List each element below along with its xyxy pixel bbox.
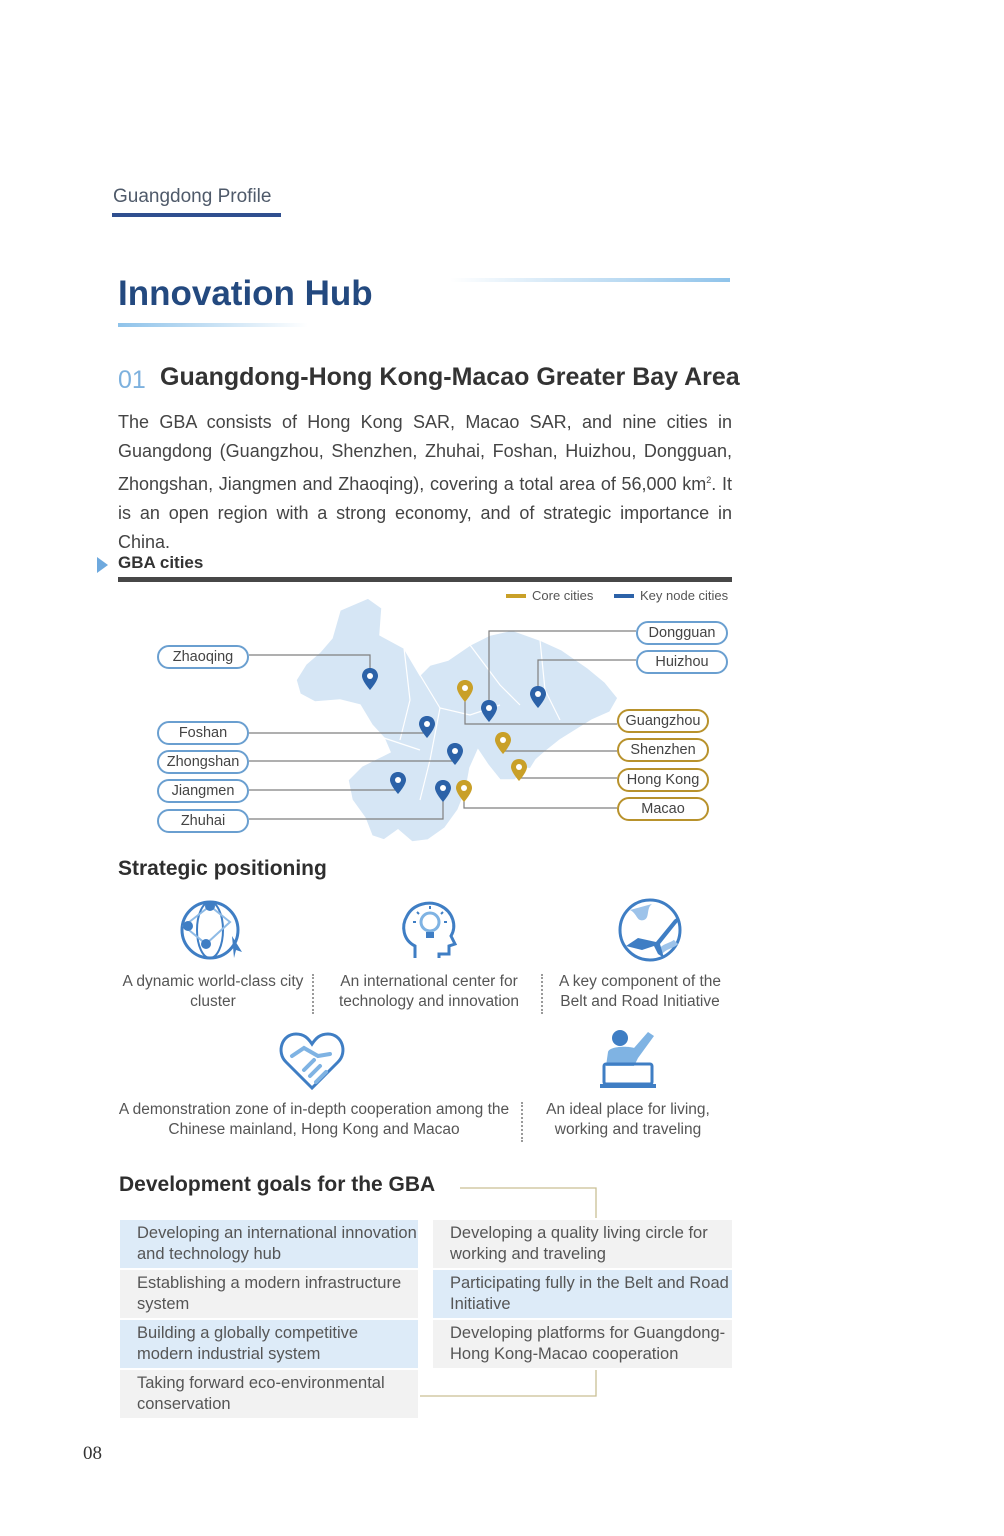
- goal-left-3: Building a globally competitive modern industrial system: [120, 1320, 418, 1368]
- intro-text: The GBA consists of Hong Kong SAR, Macao SAR, and nine cities in Guangdong (Guangzhou, Shenzhen, Zhuhai, Foshan, Huizhou, Dongguan, Zhongshan, Jiangmen and Zhaoqing), covering a total area of 56,000 km: [118, 412, 732, 494]
- map-rule: [118, 577, 732, 582]
- page-title: Innovation Hub: [118, 274, 373, 313]
- head-lightbulb-icon: [395, 896, 463, 964]
- goal-right-3: Developing platforms for Guangdong-Hong Kong-Macao cooperation: [433, 1320, 732, 1368]
- title-accent-line: [118, 323, 308, 327]
- divider: [521, 1102, 523, 1142]
- goal-left-2: Establishing a modern infrastructure system: [120, 1270, 418, 1318]
- map-label: GBA cities: [118, 553, 204, 572]
- divider: [541, 974, 543, 1014]
- subsection-title: Guangdong-Hong Kong-Macao Greater Bay Area: [160, 363, 740, 391]
- city-hong-kong: Hong Kong: [617, 768, 709, 792]
- page-number: 08: [83, 1443, 102, 1464]
- positioning-text-2: An international center for technology and innovation: [338, 973, 520, 1010]
- goal-left-4: Taking forward eco-environmental conservation: [120, 1370, 418, 1418]
- goal-right-2: Participating fully in the Belt and Road Initiative: [433, 1270, 732, 1318]
- city-shenzhen: Shenzhen: [617, 738, 709, 762]
- city-jiangmen: Jiangmen: [157, 779, 249, 803]
- city-foshan: Foshan: [157, 721, 249, 745]
- section-label: Guangdong Profile: [113, 186, 272, 207]
- city-zhuhai: Zhuhai: [157, 809, 249, 833]
- positioning-text-4: A demonstration zone of in-depth cooperation among the Chinese mainland, Hong Kong and Macao: [118, 1101, 510, 1138]
- strategic-heading: Strategic positioning: [118, 857, 327, 880]
- gba-landmass: [296, 598, 618, 842]
- goal-left-1: Developing an international innovation and technology hub: [120, 1220, 418, 1268]
- legend-key-label: Key node cities: [640, 588, 729, 603]
- legend-core-label: Core cities: [532, 588, 594, 603]
- goals-heading: Development goals for the GBA: [119, 1173, 436, 1196]
- section-underline: [112, 213, 281, 217]
- city-huizhou: Huizhou: [636, 650, 728, 674]
- positioning-text-3: A key component of the Belt and Road Initiative: [559, 973, 721, 1010]
- city-guangzhou: Guangzhou: [617, 709, 709, 733]
- positioning-text-1: A dynamic world-class city cluster: [122, 973, 304, 1010]
- subsection-number: 01: [118, 366, 146, 394]
- city-macao: Macao: [617, 797, 709, 821]
- title-accent-line-right: [450, 278, 730, 282]
- network-globe-icon: [178, 896, 246, 964]
- gba-map: [0, 590, 1004, 850]
- intro-paragraph: [118, 408, 732, 557]
- city-zhongshan: Zhongshan: [157, 750, 249, 774]
- divider: [312, 974, 314, 1014]
- globe-airplane-icon: [616, 896, 684, 964]
- city-dongguan: Dongguan: [636, 621, 728, 645]
- goal-right-1: Developing a quality living circle for working and traveling: [433, 1220, 732, 1268]
- intro-text-end: . It is an open region with a strong economy, and of strategic importance in China.: [118, 474, 732, 552]
- heart-handshake-icon: [278, 1026, 346, 1094]
- triangle-marker-icon: [97, 557, 108, 573]
- city-zhaoqing: Zhaoqing: [157, 645, 249, 669]
- person-laptop-icon: [596, 1026, 664, 1094]
- positioning-text-5: An ideal place for living, working and traveling: [546, 1101, 710, 1138]
- intro-sup: 2: [706, 475, 712, 485]
